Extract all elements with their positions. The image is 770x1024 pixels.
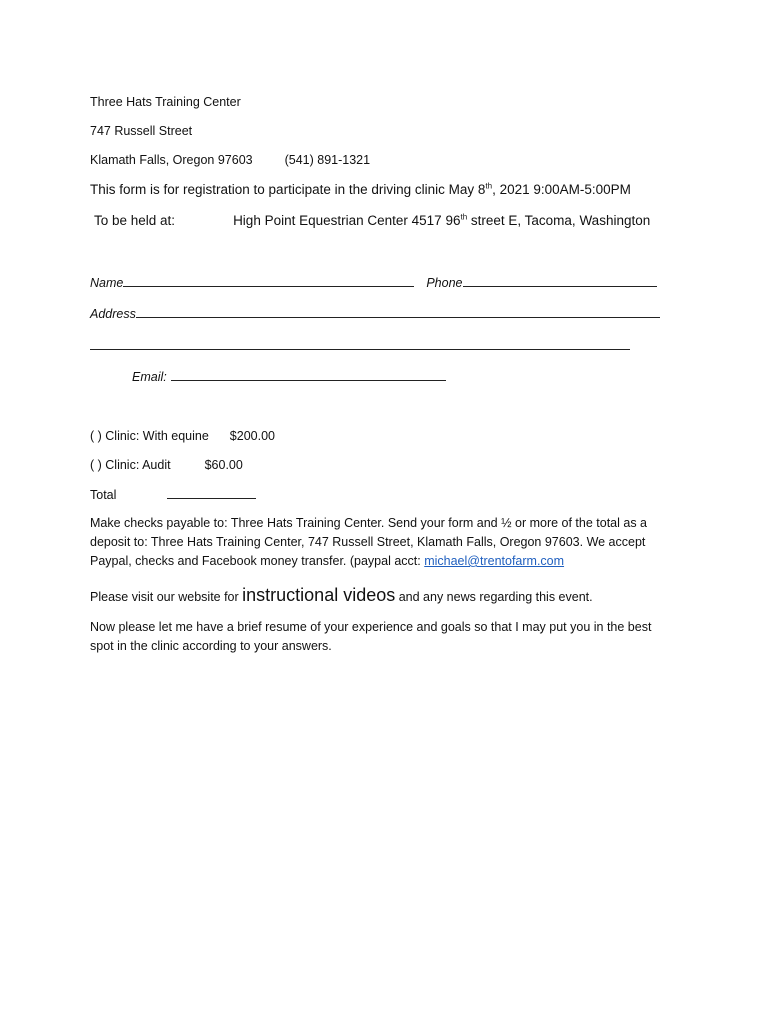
option-with-equine-price: $200.00 <box>229 429 275 443</box>
instructional-videos-link[interactable]: instructional videos <box>242 585 396 605</box>
option-audit-price: $60.00 <box>204 458 243 472</box>
email-row <box>132 368 446 385</box>
date-suffix: th <box>485 181 493 191</box>
email-label: Email: <box>132 370 167 384</box>
venue-street: street E, Tacoma, Washington <box>467 213 651 228</box>
held-at-label: To be held at: <box>94 213 176 228</box>
option-audit[interactable] <box>90 457 243 473</box>
address-label: Address <box>90 307 136 321</box>
website-line <box>90 584 593 608</box>
option-with-equine-label: ( ) Clinic: With equine <box>90 429 209 443</box>
city-state-zip: Klamath Falls, Oregon 97603 <box>90 153 253 167</box>
registration-time: , 2021 9:00AM-5:00PM <box>492 182 631 197</box>
venue-suffix: th <box>460 212 468 222</box>
payment-text: Make checks payable to: Three Hats Training Center. Send your form and ½ or more of the total as a deposit to: Three Hats Training Center, 747 Russell Street, Klamath Falls, Oregon 97603. We accept Paypal, checks and Facebook money transfer. (paypal acct: <box>90 516 648 568</box>
name-field[interactable] <box>123 274 414 287</box>
address-field-2[interactable] <box>90 337 630 350</box>
address-field[interactable] <box>136 305 660 318</box>
street-address: 747 Russell Street <box>90 124 193 138</box>
venue-text: High Point Equestrian Center 4517 96 <box>233 213 461 228</box>
phone-label: Phone <box>426 276 463 290</box>
option-with-equine[interactable] <box>90 428 275 444</box>
total-field[interactable] <box>167 486 256 499</box>
website-text-end: and any news regarding this event. <box>395 590 593 604</box>
website-text: Please visit our website for <box>90 590 243 604</box>
total-row <box>90 486 256 503</box>
phone-number: (541) 891-1321 <box>284 153 371 167</box>
name-label: Name <box>90 276 124 290</box>
email-field[interactable] <box>171 368 446 381</box>
address-line-2 <box>90 337 630 354</box>
option-audit-label: ( ) Clinic: Audit <box>90 458 171 472</box>
resume-request: Now please let me have a brief resume of your experience and goals so that I may put you in the best spot in the clinic according to your answers. <box>90 620 652 653</box>
total-label: Total <box>90 488 117 502</box>
payment-instructions <box>90 514 670 571</box>
registration-statement <box>90 182 631 198</box>
address-row <box>90 305 660 322</box>
venue-line <box>94 213 650 229</box>
org-name: Three Hats Training Center <box>90 95 241 109</box>
city-state-zip-line <box>90 152 370 168</box>
paypal-email-link[interactable]: michael@trentofarm.com <box>424 554 565 568</box>
name-phone-row <box>90 274 657 291</box>
phone-field[interactable] <box>463 274 657 287</box>
registration-text: This form is for registration to participate in the driving clinic May 8 <box>90 182 486 197</box>
